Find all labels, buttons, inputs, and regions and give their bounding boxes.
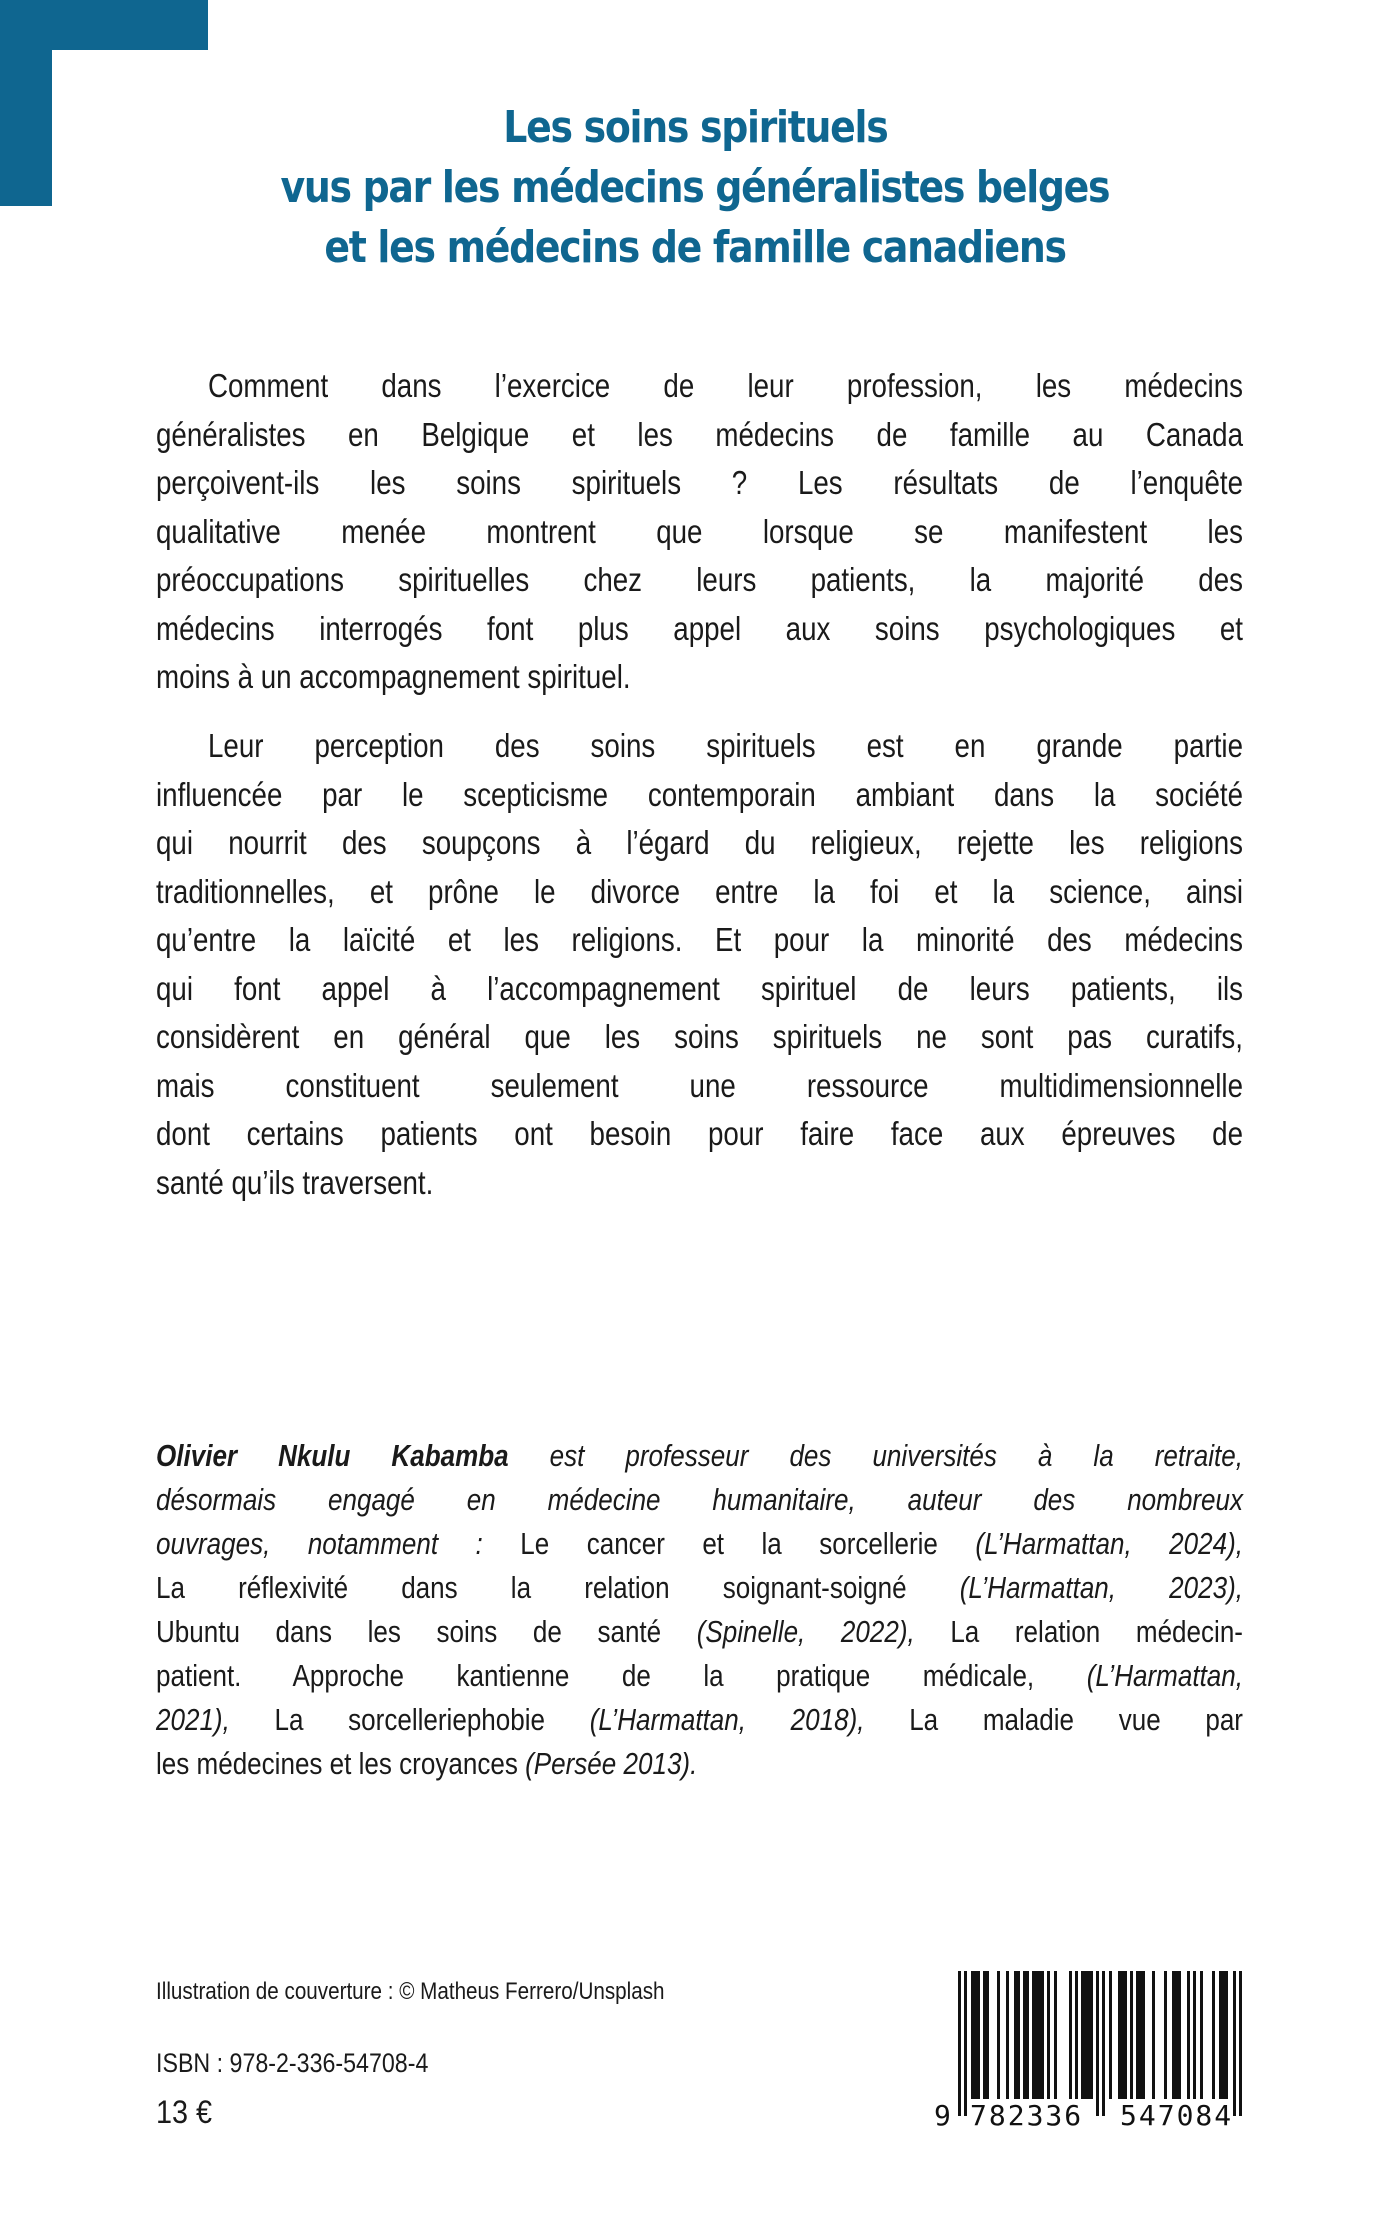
bio-line: Olivier Nkulu Kabamba est professeur des universités à la retraite, <box>156 1438 1243 1473</box>
price: 13 € <box>156 2094 213 2130</box>
bio-line: les médecines et les croyances (Persée 2013). <box>156 1746 698 1781</box>
book-title <box>0 98 1390 278</box>
summary-paragraph-1 <box>156 362 1243 702</box>
book-title-ref: La relation médecin- <box>950 1614 1243 1649</box>
isbn: ISBN : 978-2-336-54708-4 <box>156 2048 429 2078</box>
barcode-bars <box>934 1971 1252 2116</box>
book-title-ref: patient. Approche kantienne de la pratique médicale, <box>156 1658 1035 1693</box>
text-line: dont certains patients ont besoin pour faire face aux épreuves de <box>156 1115 1243 1152</box>
illustration-credit: Illustration de couverture : © Matheus Ferrero/Unsplash <box>156 1978 665 2005</box>
book-title-ref: La maladie vue par <box>909 1702 1243 1737</box>
text-line: qu’entre la laïcité et les religions. Et pour la minorité des médecins <box>156 921 1243 958</box>
author-name: Olivier Nkulu Kabamba <box>156 1438 509 1473</box>
text-line: qui nourrit des soupçons à l’égard du religieux, rejette les religions <box>156 824 1243 861</box>
book-title-ref: La réflexivité dans la relation soignant-soigné <box>156 1570 907 1605</box>
title-line-3: et les médecins de famille canadiens <box>324 222 1066 273</box>
bio-line: Ubuntu dans les soins de santé (Spinelle, 2022), La relation médecin- <box>156 1614 1243 1649</box>
text-line: mais constituent seulement une ressource multidimensionnelle <box>156 1066 1243 1104</box>
book-title-ref: La sorcelleriephobie <box>274 1702 546 1737</box>
text-line: perçoivent-ils les soins spirituels ? Les résultats de l’enquête <box>156 464 1243 501</box>
book-title-ref: les médecines et les croyances <box>156 1746 518 1781</box>
bio-line: 2021), La sorcelleriephobie (L’Harmattan, 2018), La maladie vue par <box>156 1702 1243 1737</box>
text-line: qualitative menée montrent que lorsque se manifestent les <box>156 512 1243 550</box>
title-line-2: vus par les médecins généralistes belges <box>280 162 1110 213</box>
text-line: Leur perception des soins spirituels est en grande partie <box>208 727 1243 764</box>
bio-line: ouvrages, notamment : Le cancer et la sorcellerie (L’Harmattan, 2024), <box>156 1526 1243 1561</box>
summary-paragraph-2 <box>156 722 1243 1207</box>
text-line: moins à un accompagnement spirituel. <box>156 658 631 695</box>
text-line: influencée par le scepticisme contemporain ambiant dans la société <box>156 775 1243 813</box>
text-line: considèrent en général que les soins spirituels ne sont pas curatifs, <box>156 1018 1243 1055</box>
book-title-ref: Le cancer et la sorcellerie <box>520 1526 938 1561</box>
text-line: traditionnelles, et prône le divorce entre la foi et la science, ainsi <box>156 872 1243 910</box>
author-bio <box>156 1434 1243 1786</box>
bio-line: La réflexivité dans la relation soignant-soigné (L’Harmattan, 2023), <box>156 1570 1243 1605</box>
text-line: médecins interrogés font plus appel aux soins psychologiques et <box>156 609 1243 647</box>
text-line: préoccupations spirituelles chez leurs patients, la majorité des <box>156 561 1243 598</box>
text-line: santé qu’ils traversent. <box>156 1163 434 1201</box>
bio-line: patient. Approche kantienne de la pratique médicale, (L’Harmattan, <box>156 1658 1243 1693</box>
book-title-ref: Ubuntu dans les soins de santé <box>156 1614 662 1649</box>
ean13-barcode-icon: 9 782336 547084 <box>934 1971 1252 2131</box>
text-line: Comment dans l’exercice de leur profession, les médecins <box>208 367 1243 404</box>
bio-line: désormais engagé en médecine humanitaire, auteur des nombreux <box>156 1482 1243 1517</box>
text-line: généralistes en Belgique et les médecins de famille au Canada <box>156 415 1243 453</box>
title-line-1: Les soins spirituels <box>502 102 888 153</box>
text-line: qui font appel à l’accompagnement spirituel de leurs patients, ils <box>156 969 1243 1007</box>
